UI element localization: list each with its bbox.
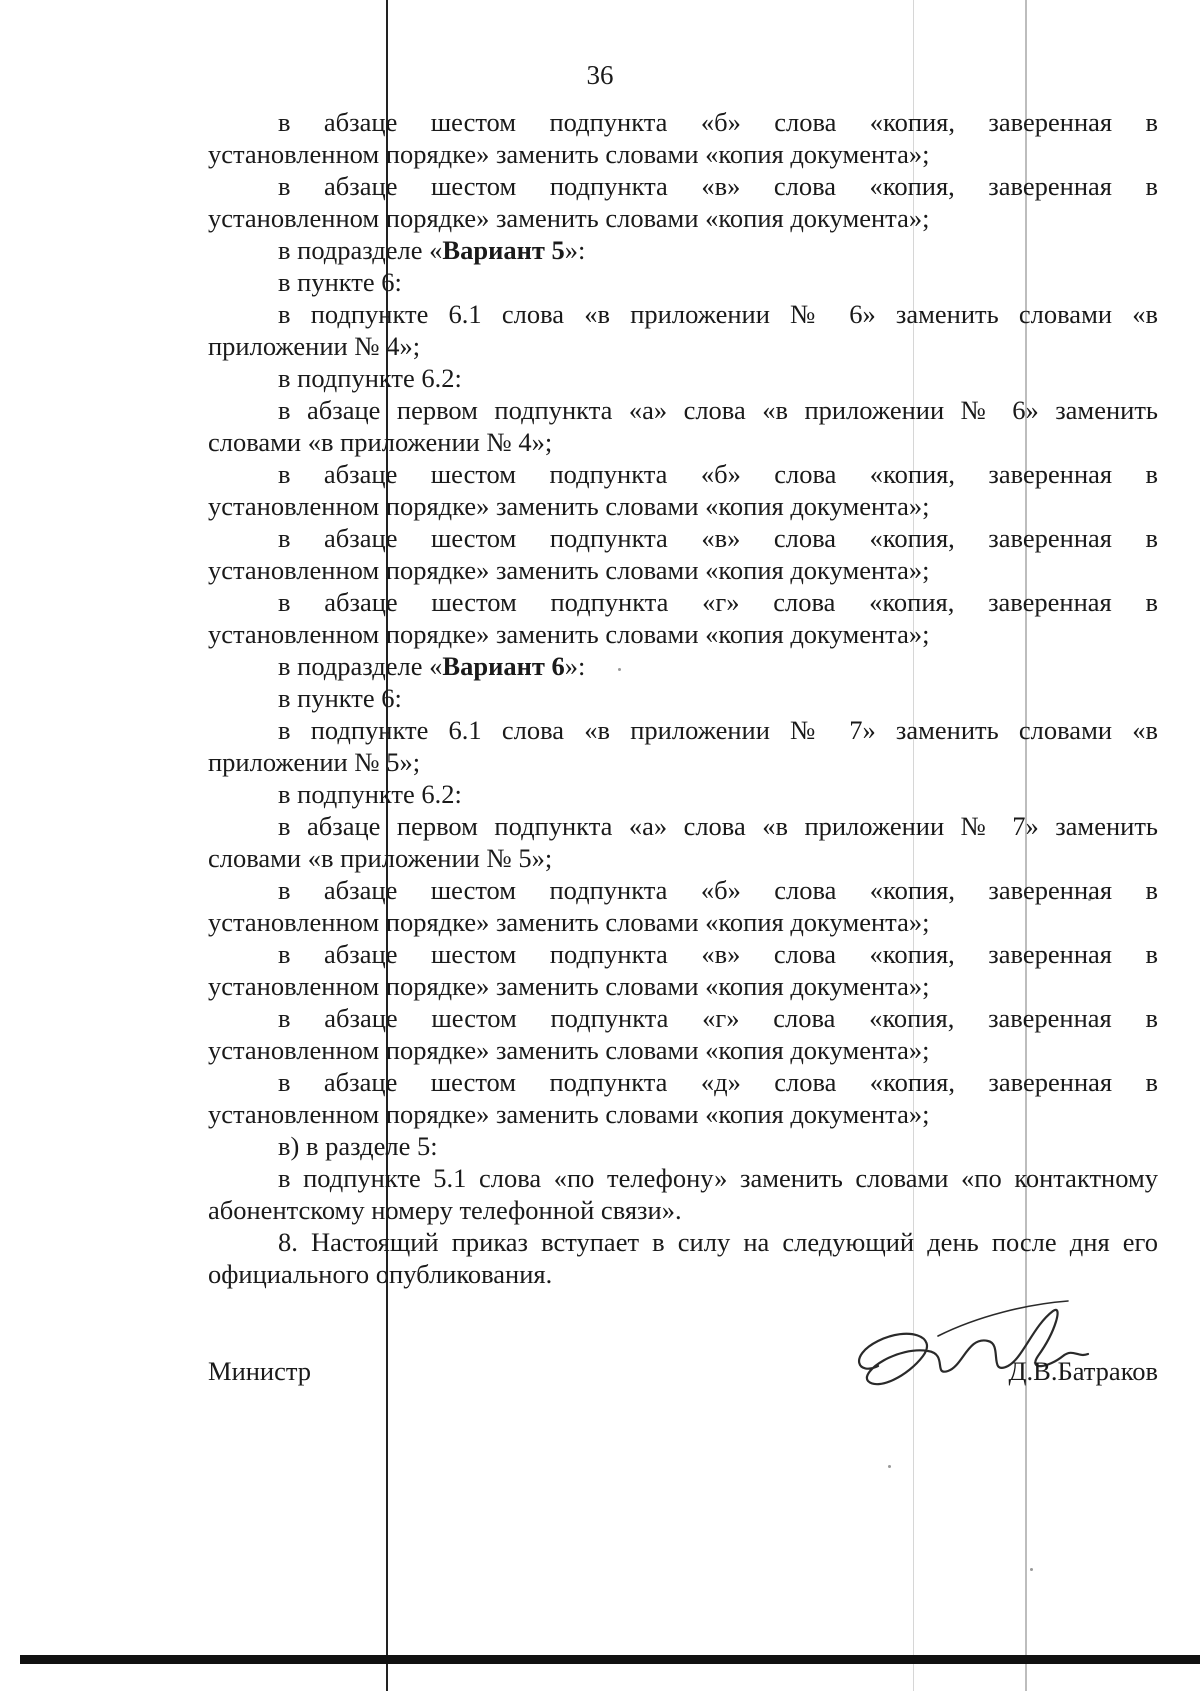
paragraph	[208, 1002, 1158, 1066]
text-line: установленном порядке» заменить словами «копия документа»;	[208, 1099, 930, 1129]
text-line: в) в разделе 5:	[278, 1131, 438, 1161]
text-line: официального опубликования.	[208, 1259, 553, 1289]
scan-bottom-edge	[20, 1655, 1200, 1664]
text-line: в абзаце шестом подпункта «б» слова «копия, заверенная в	[278, 875, 1158, 905]
subsection-heading	[208, 234, 1158, 266]
text-line: словами «в приложении № 4»;	[208, 427, 553, 457]
paragraph	[208, 234, 1158, 266]
paragraph	[208, 682, 1158, 714]
paragraph	[208, 1130, 1158, 1162]
paragraph	[208, 1162, 1158, 1226]
text-line: установленном порядке» заменить словами «копия документа»;	[208, 491, 930, 521]
signatory-name: Д.В.Батраков	[1008, 1356, 1158, 1386]
paragraph	[208, 266, 1158, 298]
text-line: в пункте 6:	[278, 267, 402, 297]
variant-title: Вариант 5	[442, 235, 565, 265]
heading-prefix: в подразделе «	[278, 235, 443, 265]
text-line: в абзаце шестом подпункта «б» слова «копия, заверенная в	[278, 459, 1158, 489]
variant-title: Вариант 6	[442, 651, 565, 681]
text-line: установленном порядке» заменить словами «копия документа»;	[208, 619, 930, 649]
text-line: установленном порядке» заменить словами «копия документа»;	[208, 1035, 930, 1065]
text-line: в подпункте 5.1 слова «по телефону» заменить словами «по контактному	[278, 1163, 1158, 1193]
handwritten-signature	[838, 1296, 1198, 1406]
text-line: установленном порядке» заменить словами «копия документа»;	[208, 971, 930, 1001]
text-line: установленном порядке» заменить словами «копия документа»;	[208, 139, 930, 169]
paragraph	[208, 362, 1158, 394]
heading-suffix: »:	[564, 651, 586, 681]
text-line: в абзаце шестом подпункта «в» слова «копия, заверенная в	[278, 939, 1158, 969]
paragraph	[208, 522, 1158, 586]
paragraph	[208, 106, 1158, 170]
text-line: словами «в приложении № 5»;	[208, 843, 553, 873]
paragraph	[208, 874, 1158, 938]
signatory-position: Министр	[208, 1356, 312, 1386]
page-number: 36	[586, 60, 614, 90]
paragraph	[208, 714, 1158, 778]
text-line: в абзаце первом подпункта «а» слова «в приложении № 6» заменить	[278, 395, 1158, 425]
text-line: установленном порядке» заменить словами «копия документа»;	[208, 555, 930, 585]
paragraph	[208, 394, 1158, 458]
text-line: в абзаце шестом подпункта «г» слова «копия, заверенная в	[278, 1003, 1158, 1033]
text-line: в подпункте 6.2:	[278, 363, 462, 393]
subsection-heading	[208, 650, 1158, 682]
text-line: установленном порядке» заменить словами «копия документа»;	[208, 907, 930, 937]
text-line: в подпункте 6.2:	[278, 779, 462, 809]
scan-speck	[888, 1465, 891, 1468]
text-line: в абзаце первом подпункта «а» слова «в приложении № 7» заменить	[278, 811, 1158, 841]
text-line: в абзаце шестом подпункта «б» слова «копия, заверенная в	[278, 107, 1158, 137]
text-line: приложении № 4»;	[208, 331, 421, 361]
text-line: в пункте 6:	[278, 683, 402, 713]
document-body	[208, 106, 1158, 1290]
paragraph	[208, 1066, 1158, 1130]
text-line: 8. Настоящий приказ вступает в силу на следующий день после дня его	[278, 1227, 1158, 1257]
paragraph	[208, 1226, 1158, 1290]
text-line: абонентскому номеру телефонной связи».	[208, 1195, 682, 1225]
text-line: в абзаце шестом подпункта «д» слова «копия, заверенная в	[278, 1067, 1158, 1097]
heading-prefix: в подразделе «	[278, 651, 443, 681]
paragraph	[208, 298, 1158, 362]
paragraph	[208, 778, 1158, 810]
paragraph	[208, 170, 1158, 234]
paragraph	[208, 586, 1158, 650]
paragraph	[208, 650, 1158, 682]
text-line: в подпункте 6.1 слова «в приложении № 7» заменить словами «в	[278, 715, 1158, 745]
paragraph	[208, 810, 1158, 874]
paragraph	[208, 938, 1158, 1002]
text-line: установленном порядке» заменить словами «копия документа»;	[208, 203, 930, 233]
text-line: в абзаце шестом подпункта «в» слова «копия, заверенная в	[278, 523, 1158, 553]
text-line: в подпункте 6.1 слова «в приложении № 6» заменить словами «в	[278, 299, 1158, 329]
scan-speck	[1030, 1568, 1033, 1571]
signature-block	[208, 1348, 1158, 1408]
text-line: в абзаце шестом подпункта «в» слова «копия, заверенная в	[278, 171, 1158, 201]
text-line: приложении № 5»;	[208, 747, 421, 777]
text-line: в абзаце шестом подпункта «г» слова «копия, заверенная в	[278, 587, 1158, 617]
paragraph	[208, 458, 1158, 522]
heading-suffix: »:	[564, 235, 586, 265]
